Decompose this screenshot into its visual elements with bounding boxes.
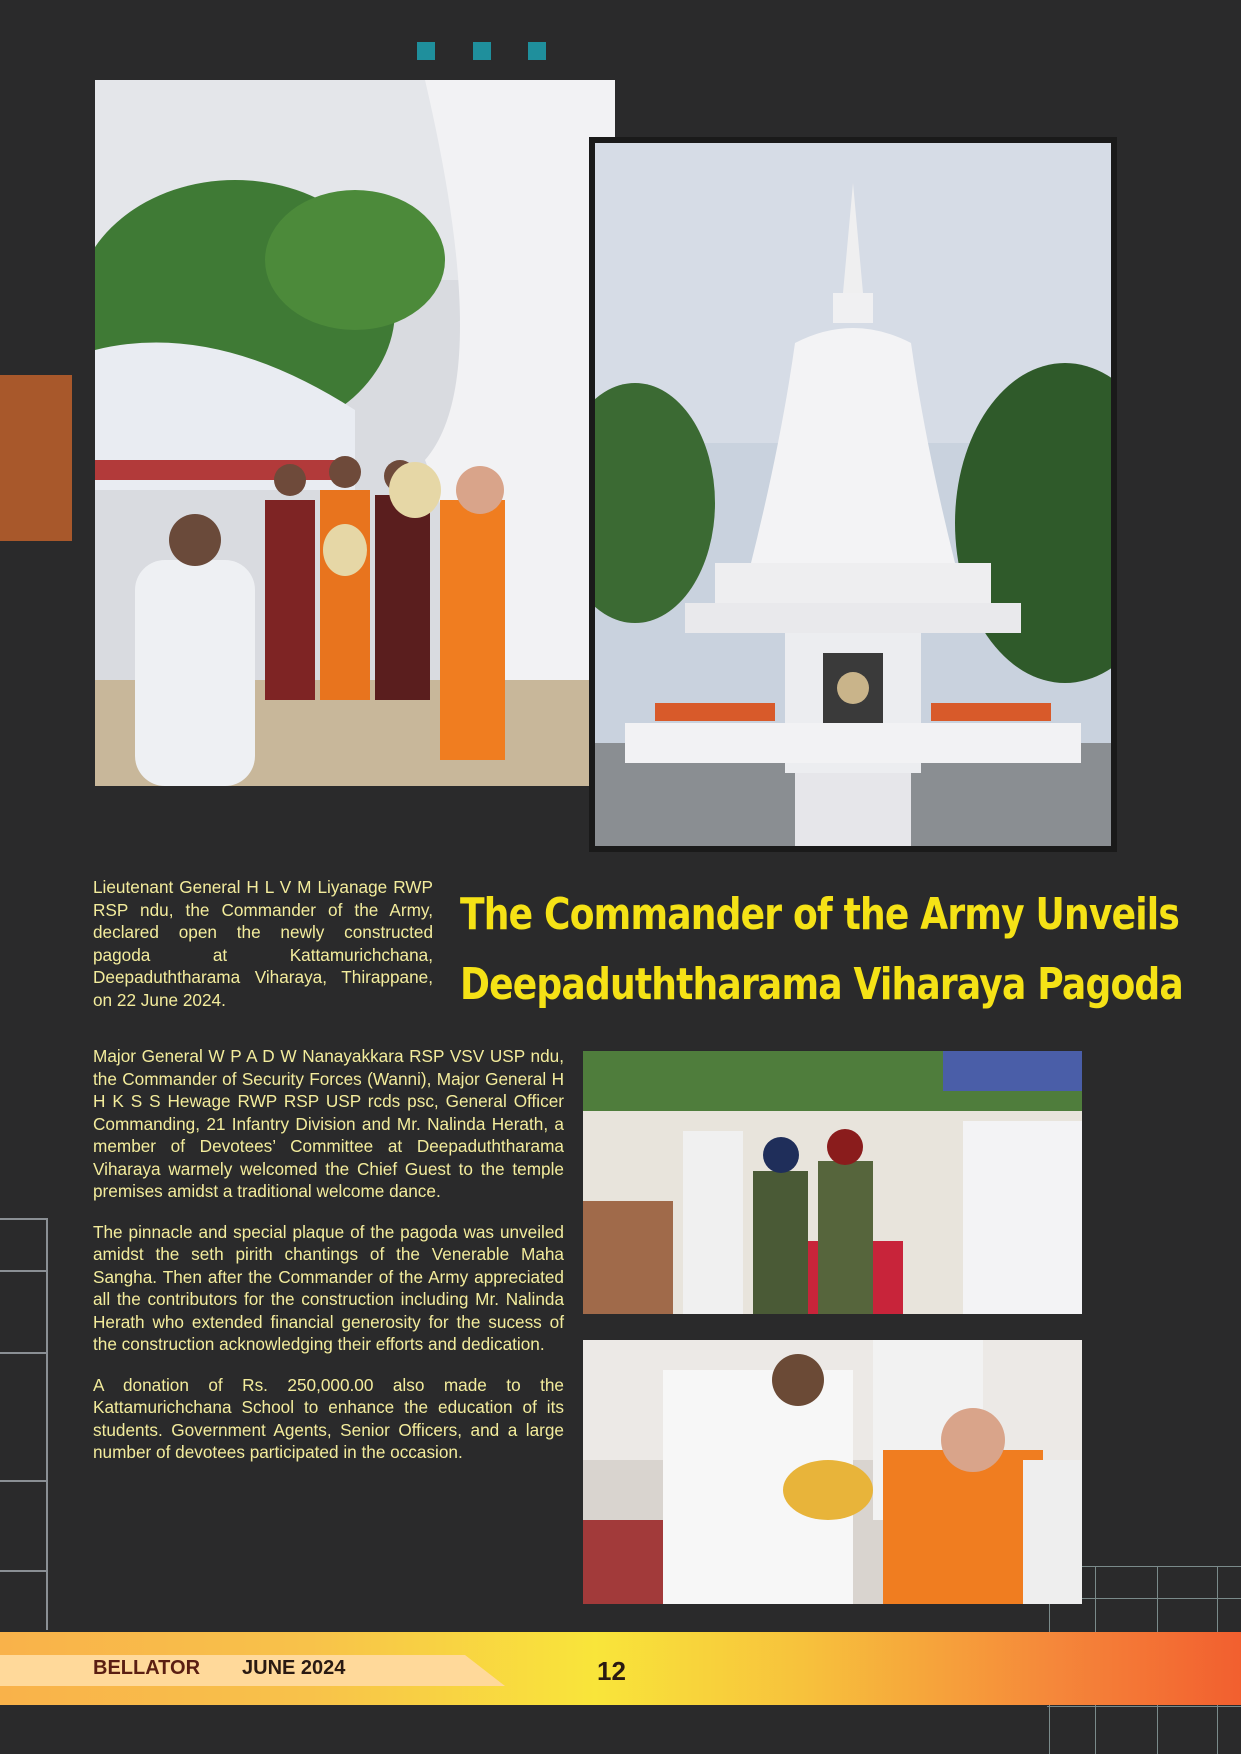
- decor-square-3: [528, 42, 546, 60]
- photo-crowd-welcome: [583, 1051, 1082, 1314]
- photo-offering-to-monk: [583, 1340, 1082, 1604]
- photo-monks-ceremony: [95, 80, 615, 786]
- lead-paragraph: Lieutenant General H L V M Liyanage RWP RSP ndu, the Commander of the Army, declared open the newly constructed pagoda at Kattamurichchana, Deepaduththarama Viharaya, Thirappane, on 22 June 2024.: [93, 877, 433, 1010]
- body-paragraph: The pinnacle and special plaque of the pagoda was unveiled amidst the seth pirith chantings of the Venerable Maha Sangha. Then after the Commander of the Army appreciated all the contributors for the construction including Mr. Nalinda Herath who extended financial generosity for the sucess of the construction acknowledging their efforts and dedication.: [93, 1221, 564, 1354]
- title-line-1: The Commander of the Army Unveils: [460, 889, 1179, 940]
- title-line-2: Deepaduththarama Viharaya Pagoda: [460, 959, 1183, 1010]
- article-body: [93, 1045, 564, 1482]
- page-number: 12: [597, 1656, 626, 1686]
- decor-square-2: [473, 42, 491, 60]
- decor-square-1: [417, 42, 435, 60]
- body-paragraph: A donation of Rs. 250,000.00 also made to the Kattamurichchana School to enhance the education of its students. Government Agents, Senior Officers, and a large number of devotees participated in the occasion.: [93, 1374, 564, 1462]
- decor-grid-left: [0, 1218, 48, 1630]
- body-paragraph: Major General W P A D W Nanayakkara RSP VSV USP ndu, the Commander of Security Forces (Wanni), Major General H H K S S Hewage RWP RSP USP rcds psc, General Officer Commanding, 21 Infantry Division and Mr. Nalinda Herath, a member of Devotees’ Committee at Deepaduththarama Viharaya warmely welcomed the Chief Guest to the temple premises amidst a traditional welcome dance.: [93, 1046, 564, 1201]
- article-title: [460, 880, 1183, 1020]
- magazine-name: BELLATOR: [93, 1657, 201, 1679]
- issue-date: JUNE 2024: [242, 1657, 346, 1679]
- decor-orange-block: [0, 375, 72, 541]
- photo-white-pagoda: [589, 137, 1117, 852]
